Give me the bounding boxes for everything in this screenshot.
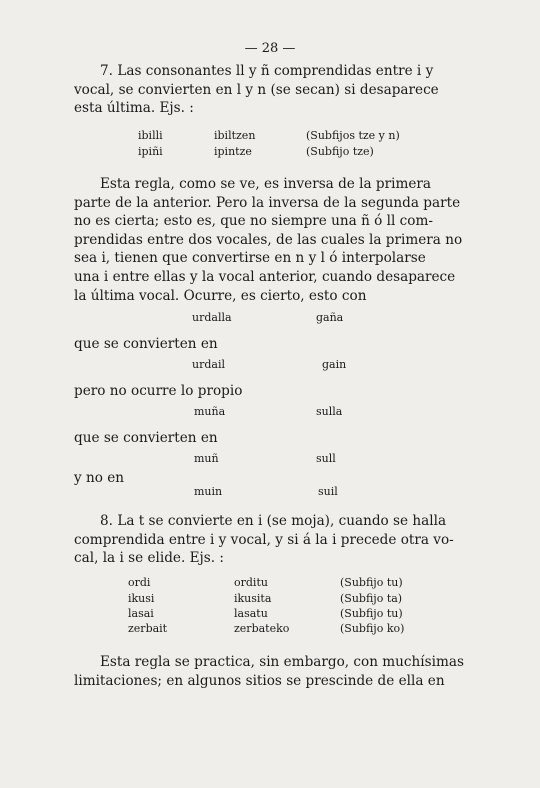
paragraph-7-line-1: 7. Las consonantes ll y ñ comprendidas entre i y — [100, 63, 434, 79]
paragraph-line: prendidas entre dos vocales, de las cuales la primera no — [74, 231, 463, 248]
paragraph-7-line-3: esta última. Ejs. : — [74, 100, 194, 117]
paragraph-line: la última vocal. Ocurre, es cierto, esto con — [74, 287, 367, 304]
connector-text: y no en — [74, 470, 125, 486]
connector-text: pero no ocurre lo propio — [74, 383, 243, 399]
paragraph-8 — [74, 512, 476, 568]
paragraph-7-line-2: vocal, se convierten en l y n (se secan) si desaparece — [74, 81, 439, 98]
paragraph-8-line-3: cal, la i se elide. Ejs. : — [74, 550, 224, 567]
book-page: — 28 — 7. Las consonantes ll y ñ comprendidas entre i y vocal, se convierten en l y n (se secan) si desaparece esta última. Ejs. : ibilli ibiltzen (Subfijos tze y n) ipiñi ipintze (Subfijo tze) Esta regla, como se ve, es inversa de la primera parte de la anterior. Pero la inversa de la segunda parte no es cierta; esto es, que no siempre una ñ ó ll com- prendidas entre dos vocales, de las cuales la primera no sea i, tienen que convertirse en n y l ó interpolarse una i entre ellas y la vocal anterior, cuando desaparece la última vocal. Ocurre, es cierto, esto con urdalla gaña que se convierten en urdail gain pero no ocurre lo propio muña sulla que se convierten en muñ sull y no en muin suil 8. La t se convierte en i (se moja), cuando se halla comprendida entre i y vocal, y si á la i precede otra vo- cal, la i se elide. Ejs. : ordi orditu (Subfijo tu) ikusi ikusita (Subfijo ta) lasai lasatu (Subfijo tu) zerbait zerbateko (Subfijo ko) Esta regla se practica, sin embargo, con muchísimas limitaciones; en algunos sitios se prescinde de ella en — [0, 0, 540, 788]
connector-text: que se convierten en — [74, 430, 218, 446]
paragraph-7-number: 7. — [100, 63, 113, 79]
paragraph-line: Esta regla se practica, sin embargo, con muchísimas — [100, 654, 464, 670]
paragraph-line: no es cierta; esto es, que no siempre una ñ ó ll com- — [74, 213, 433, 230]
paragraph-line: limitaciones; en algunos sitios se prescinde de ella en — [74, 672, 445, 689]
paragraph-line: parte de la anterior. Pero la inversa de la segunda parte — [74, 194, 461, 211]
paragraph-8-line-2: comprendida entre i y vocal, y si á la i precede otra vo- — [74, 531, 454, 548]
paragraph-regla — [74, 175, 476, 305]
paragraph-line: Esta regla, como se ve, es inversa de la primera — [100, 176, 432, 192]
paragraph-last — [74, 653, 476, 690]
connector-text: que se convierten en — [74, 336, 218, 352]
paragraph-8-number: 8. — [100, 513, 113, 529]
paragraph-line: una i entre ellas y la vocal anterior, cuando desaparece — [74, 268, 456, 285]
paragraph-7 — [74, 62, 476, 118]
page-number: — 28 — — [244, 41, 296, 56]
paragraph-line: sea i, tienen que convertirse en n y l ó interpolarse — [74, 250, 426, 267]
paragraph-8-line-1: 8. La t se convierte en i (se moja), cuando se halla — [100, 513, 447, 529]
